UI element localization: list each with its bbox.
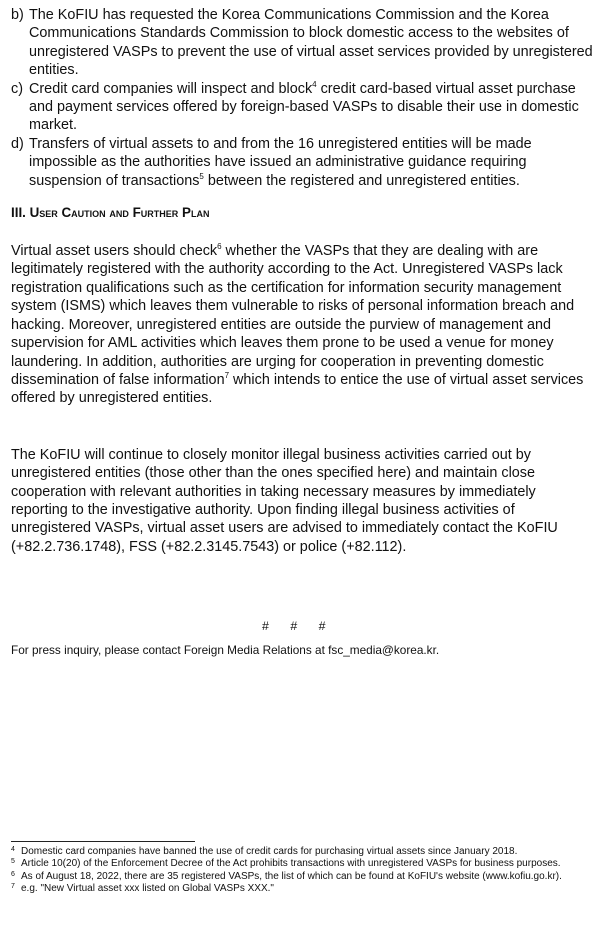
list-marker: b)	[11, 7, 24, 23]
list-marker: c)	[11, 80, 23, 97]
footnote-5	[11, 858, 601, 870]
footnote-7	[11, 883, 601, 895]
footnote-4	[11, 846, 601, 858]
section-title: User Caution and Further Plan	[29, 205, 210, 221]
footnote-number: 6	[11, 870, 15, 878]
footnotes	[11, 846, 601, 895]
footnote-6	[11, 871, 601, 883]
footnote-text: Article 10(20) of the Enforcement Decree of the Act prohibits transactions with unregistered VASPs for business purposes.	[21, 858, 561, 870]
list-item-text: Transfers of virtual assets to and from the 16 unregistered entities will be made impossible as the authorities have issued an administrative guidance requiring suspension of transactions	[29, 135, 532, 189]
press-inquiry: For press inquiry, please contact Foreign Media Relations at fsc_media@korea.kr.	[11, 643, 440, 657]
paragraph-text: Virtual asset users should check	[11, 243, 218, 260]
paragraph-text: whether the VASPs that they are dealing with are legitimately registered with the authority according to the Act. Unregistered VASPs lack registration qualifications such as the certification for information security management system (ISMS) which leaves them vulnerable to risks of personal information breach and hacking. Moreover, unregistered entities are outside the purview of management and supervision for AML activities which leaves them prone to be used a venue for money laundering. In addition, authorities are urging for cooperation in preventing domestic dissemination of false information	[11, 243, 575, 388]
list-marker: d)	[11, 135, 24, 152]
list-item-c	[11, 80, 596, 135]
caution-paragraph	[11, 242, 596, 408]
footnote-number: 5	[11, 858, 15, 866]
footnote-text: Domestic card companies have banned the use of credit cards for purchasing virtual assets since January 2018.	[21, 846, 518, 857]
footnote-text: As of August 18, 2022, there are 35 registered VASPs, the list of which can be found at KoFIU's website (www.kofiu.go.kr).	[21, 870, 562, 882]
footnote-ref-4: 4	[312, 79, 317, 89]
end-marker: # # #	[262, 619, 326, 633]
footnote-ref-7: 7	[224, 371, 230, 381]
footnote-ref-6: 6	[217, 242, 222, 252]
section-heading	[11, 204, 596, 222]
footnote-number: 4	[11, 846, 15, 853]
list-item-text: credit card-based virtual asset purchase and payment services offered by foreign-based VASPs to disable their use in domestic market.	[29, 80, 579, 134]
paragraph-text: which intends to entice the use of virtual asset services offered by unregistered entities.	[11, 371, 584, 407]
footnote-divider	[11, 841, 195, 842]
footnote-text: e.g. "New Virtual asset xxx listed on Global VASPs XXX."	[21, 882, 274, 894]
footnote-number: 7	[11, 882, 15, 890]
list-item-text: between the registered and unregistered entities.	[203, 172, 520, 189]
document-body	[11, 6, 596, 556]
list-item-text: The KoFIU has requested the Korea Communications Commission and the Korea Communications Standards Commission to block domestic access to the websites of unregistered VASPs to prevent the use of virtual asset services provided by unregistered entities.	[29, 7, 593, 79]
footnote-ref-5: 5	[199, 171, 204, 181]
section-number: III.	[11, 205, 30, 221]
list-item-d	[11, 135, 596, 190]
plan-paragraph: The KoFIU will continue to closely monitor illegal business activities carried out by unregistered entities (those other than the ones specified here) and maintain close cooperation with relevant authorities in taking necessary measures by immediately reporting to the investigative authority. Upon finding illegal business activities of unregistered VASPs, virtual asset users are advised to immediately contact the KoFIU (+82.2.736.1748), FSS (+82.2.3145.7543) or police (+82.112).	[11, 446, 558, 555]
list-item-text: Credit card companies will inspect and block	[29, 80, 313, 97]
list-item-b	[11, 6, 596, 80]
